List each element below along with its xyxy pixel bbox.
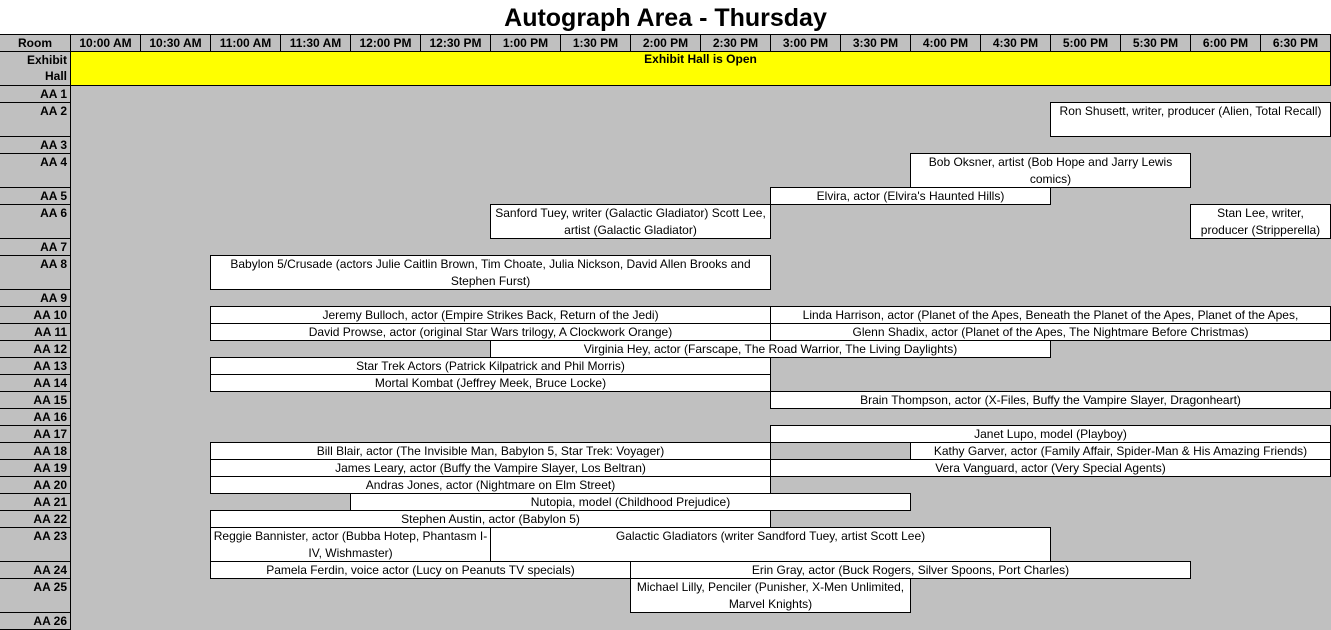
room-label: AA 16 [0, 409, 71, 426]
schedule-event: Glenn Shadix, actor (Planet of the Apes, The Nightmare Before Christmas) [770, 323, 1331, 341]
room-label: AA 9 [0, 290, 71, 307]
schedule-event: Pamela Ferdin, voice actor (Lucy on Peanuts TV specials) [210, 561, 631, 579]
schedule-event: Reggie Bannister, actor (Bubba Hotep, Phantasm I-IV, Wishmaster) [210, 527, 491, 562]
time-header: 2:00 PM [631, 35, 701, 52]
room-label: AA 26 [0, 613, 71, 630]
room-label: AA 8 [0, 256, 71, 290]
schedule-event: Kathy Garver, actor (Family Affair, Spider-Man & His Amazing Friends) [910, 442, 1331, 460]
time-header: 3:00 PM [771, 35, 841, 52]
schedule-event: Michael Lilly, Penciler (Punisher, X-Men Unlimited, Marvel Knights) [630, 578, 911, 613]
schedule-event: Star Trek Actors (Patrick Kilpatrick and Phil Morris) [210, 357, 771, 375]
room-label: Exhibit Hall [0, 52, 71, 86]
room-label: AA 7 [0, 239, 71, 256]
room-label: AA 22 [0, 511, 71, 528]
schedule-event: Mortal Kombat (Jeffrey Meek, Bruce Locke) [210, 374, 771, 392]
room-label: AA 19 [0, 460, 71, 477]
schedule-event: David Prowse, actor (original Star Wars trilogy, A Clockwork Orange) [210, 323, 771, 341]
room-label: AA 20 [0, 477, 71, 494]
schedule-event: Brain Thompson, actor (X-Files, Buffy the Vampire Slayer, Dragonheart) [770, 391, 1331, 409]
time-header: 10:30 AM [141, 35, 211, 52]
room-label: AA 6 [0, 205, 71, 239]
page-title: Autograph Area - Thursday [504, 4, 827, 32]
schedule-event: Elvira, actor (Elvira's Haunted Hills) [770, 187, 1051, 205]
schedule-event: Stan Lee, writer, producer (Stripperella) [1190, 204, 1331, 239]
room-label: AA 10 [0, 307, 71, 324]
room-label: AA 25 [0, 579, 71, 613]
time-header: 12:00 PM [351, 35, 421, 52]
schedule-event: Vera Vanguard, actor (Very Special Agents) [770, 459, 1331, 477]
room-label: AA 3 [0, 137, 71, 154]
schedule-event: Bob Oksner, artist (Bob Hope and Jarry Lewis comics) [910, 153, 1191, 188]
room-label: AA 13 [0, 358, 71, 375]
room-label: AA 17 [0, 426, 71, 443]
room-label: AA 24 [0, 562, 71, 579]
schedule-event: Babylon 5/Crusade (actors Julie Caitlin Brown, Tim Choate, Julia Nickson, David Allen Brooks and Stephen Furst) [210, 255, 771, 290]
room-label: AA 2 [0, 103, 71, 137]
room-label: AA 21 [0, 494, 71, 511]
time-header: 5:00 PM [1051, 35, 1121, 52]
schedule-event: Erin Gray, actor (Buck Rogers, Silver Spoons, Port Charles) [630, 561, 1191, 579]
schedule-event: Ron Shusett, writer, producer (Alien, Total Recall) [1050, 102, 1331, 137]
schedule-event: James Leary, actor (Buffy the Vampire Slayer, Los Beltran) [210, 459, 771, 477]
room-label: AA 4 [0, 154, 71, 188]
room-label: AA 5 [0, 188, 71, 205]
time-header: 4:30 PM [981, 35, 1051, 52]
room-label: AA 1 [0, 86, 71, 103]
schedule-event: Sanford Tuey, writer (Galactic Gladiator) Scott Lee, artist (Galactic Gladiator) [490, 204, 771, 239]
room-label: AA 18 [0, 443, 71, 460]
room-label: AA 23 [0, 528, 71, 562]
time-header: 6:30 PM [1261, 35, 1331, 52]
room-label: AA 15 [0, 392, 71, 409]
schedule-event: Stephen Austin, actor (Babylon 5) [210, 510, 771, 528]
time-header: 3:30 PM [841, 35, 911, 52]
time-header: 12:30 PM [421, 35, 491, 52]
schedule-event: Linda Harrison, actor (Planet of the Apes, Beneath the Planet of the Apes, Planet of the Apes, [770, 306, 1331, 324]
room-label: AA 11 [0, 324, 71, 341]
time-header: 1:30 PM [561, 35, 631, 52]
exhibit-hall-banner: Exhibit Hall is Open [70, 51, 1331, 86]
room-label: AA 14 [0, 375, 71, 392]
room-column-header: Room [0, 35, 71, 52]
time-header: 6:00 PM [1191, 35, 1261, 52]
schedule-event: Virginia Hey, actor (Farscape, The Road Warrior, The Living Daylights) [490, 340, 1051, 358]
schedule-event: Bill Blair, actor (The Invisible Man, Babylon 5, Star Trek: Voyager) [210, 442, 771, 460]
time-header: 11:30 AM [281, 35, 351, 52]
room-label: AA 12 [0, 341, 71, 358]
schedule-event: Andras Jones, actor (Nightmare on Elm Street) [210, 476, 771, 494]
schedule-event: Nutopia, model (Childhood Prejudice) [350, 493, 911, 511]
schedule-event: Jeremy Bulloch, actor (Empire Strikes Back, Return of the Jedi) [210, 306, 771, 324]
time-header: 5:30 PM [1121, 35, 1191, 52]
time-header: 1:00 PM [491, 35, 561, 52]
schedule-event: Janet Lupo, model (Playboy) [770, 425, 1331, 443]
schedule-event: Galactic Gladiators (writer Sandford Tuey, artist Scott Lee) [490, 527, 1051, 562]
title-bar [0, 0, 1331, 35]
time-header: 2:30 PM [701, 35, 771, 52]
time-header: 4:00 PM [911, 35, 981, 52]
time-header: 10:00 AM [71, 35, 141, 52]
time-header: 11:00 AM [211, 35, 281, 52]
